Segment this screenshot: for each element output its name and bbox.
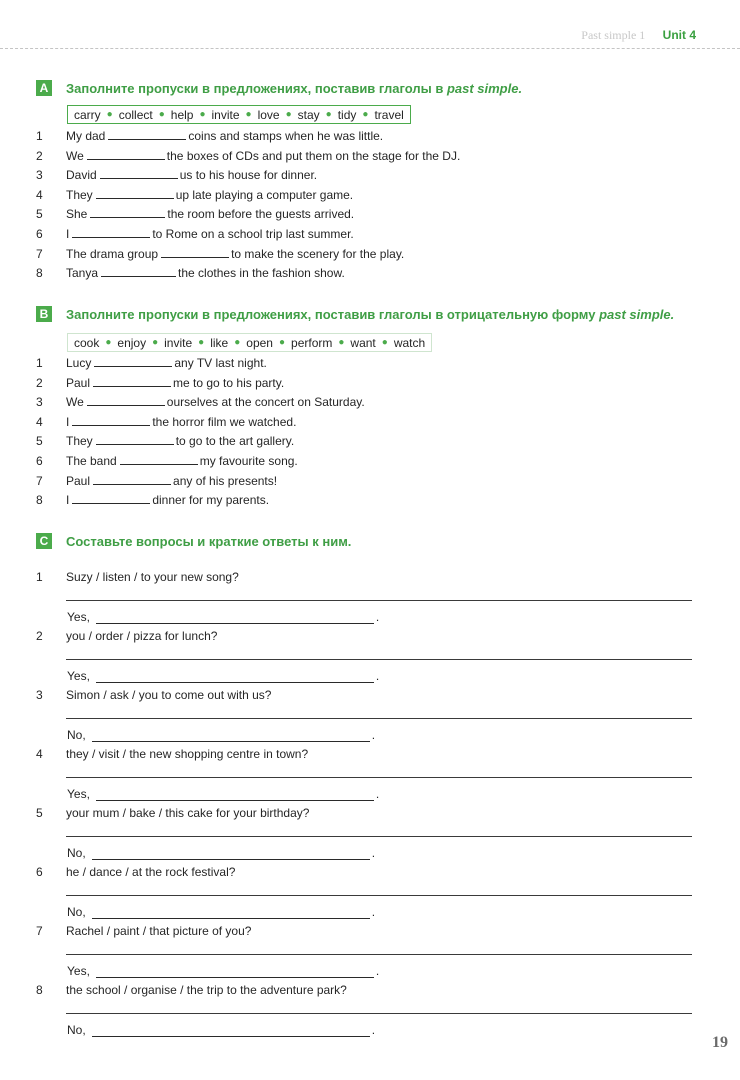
section-a-word-box bbox=[67, 105, 411, 124]
short-answer-period: . bbox=[371, 1023, 376, 1037]
short-answer-prefix: No, bbox=[67, 905, 86, 919]
word-separator: ● bbox=[285, 109, 292, 120]
answer-blank[interactable] bbox=[90, 207, 165, 218]
answer-blank[interactable] bbox=[96, 434, 174, 445]
word-box-item: stay bbox=[297, 107, 320, 122]
item-text-before: David bbox=[66, 168, 97, 183]
item-text-before: Paul bbox=[66, 375, 91, 390]
short-answer-blank[interactable] bbox=[92, 849, 370, 860]
prompt-text: your mum / bake / this cake for your birthday? bbox=[66, 806, 310, 820]
question-answer-line[interactable] bbox=[66, 895, 692, 896]
item-text-after: to Rome on a school trip last summer. bbox=[152, 227, 354, 241]
word-separator: ● bbox=[198, 337, 205, 348]
exercise-line bbox=[36, 415, 296, 429]
item-number: 7 bbox=[36, 924, 43, 938]
short-answer-period: . bbox=[375, 669, 380, 683]
word-box-item: enjoy bbox=[117, 335, 147, 350]
short-answer bbox=[67, 787, 379, 801]
item-number: 5 bbox=[36, 806, 43, 820]
prompt-text: they / visit / the new shopping centre in town? bbox=[66, 747, 309, 761]
item-text-after: me to go to his party. bbox=[173, 375, 285, 390]
word-box-item: cook bbox=[74, 335, 100, 350]
word-box-item: help bbox=[170, 107, 194, 122]
item-number: 8 bbox=[36, 493, 43, 508]
header-divider bbox=[0, 48, 740, 49]
section-c-badge: C bbox=[36, 533, 52, 549]
answer-blank[interactable] bbox=[101, 266, 176, 277]
word-box-item: perform bbox=[291, 335, 333, 350]
short-answer-period: . bbox=[375, 787, 380, 801]
item-number: 2 bbox=[36, 375, 43, 390]
question-prompt bbox=[36, 570, 239, 584]
word-separator: ● bbox=[325, 109, 332, 120]
prompt-text: he / dance / at the rock festival? bbox=[66, 865, 236, 879]
word-box-item: tidy bbox=[337, 107, 357, 122]
exercise-line bbox=[36, 207, 354, 221]
exercise-line bbox=[36, 188, 353, 202]
item-number: 5 bbox=[36, 434, 43, 449]
answer-blank[interactable] bbox=[100, 168, 178, 179]
word-box-item: invite bbox=[164, 335, 193, 350]
short-answer-period: . bbox=[371, 905, 376, 919]
item-text-before: I bbox=[66, 414, 70, 429]
exercise-line bbox=[36, 454, 298, 468]
section-b-instruction-em: past simple. bbox=[599, 306, 675, 322]
short-answer bbox=[67, 1023, 375, 1037]
word-separator: ● bbox=[362, 109, 369, 120]
item-number: 3 bbox=[36, 688, 43, 702]
item-number: 7 bbox=[36, 473, 43, 488]
question-answer-line[interactable] bbox=[66, 718, 692, 719]
word-box-item: want bbox=[350, 335, 376, 350]
exercise-line bbox=[36, 168, 317, 182]
item-number: 6 bbox=[36, 227, 43, 241]
section-b-title bbox=[36, 306, 674, 322]
word-box-item: collect bbox=[118, 107, 153, 122]
item-number: 7 bbox=[36, 246, 43, 261]
item-text-after: the horror film we watched. bbox=[152, 414, 297, 429]
answer-blank[interactable] bbox=[93, 474, 171, 485]
item-text-before: We bbox=[66, 395, 84, 410]
answer-blank[interactable] bbox=[87, 395, 165, 406]
question-answer-line[interactable] bbox=[66, 777, 692, 778]
exercise-line bbox=[36, 227, 354, 241]
item-text-after: to go to the art gallery. bbox=[175, 434, 295, 449]
item-text-after: the boxes of CDs and put them on the stage for the DJ. bbox=[166, 148, 461, 163]
item-text-before: We bbox=[66, 148, 84, 163]
item-text-after: any of his presents! bbox=[173, 473, 278, 488]
item-text-after: dinner for my parents. bbox=[152, 493, 270, 508]
question-prompt bbox=[36, 865, 235, 879]
item-text-before: I bbox=[66, 227, 70, 241]
item-number: 6 bbox=[36, 454, 43, 468]
word-separator: ● bbox=[338, 337, 345, 348]
item-text-after: to make the scenery for the play. bbox=[231, 246, 405, 261]
exercise-line bbox=[36, 356, 267, 370]
item-text-after: the room before the guests arrived. bbox=[167, 207, 355, 222]
word-separator: ● bbox=[199, 109, 206, 120]
item-text-before: They bbox=[66, 434, 93, 449]
question-prompt bbox=[36, 806, 309, 820]
answer-blank[interactable] bbox=[93, 376, 171, 387]
item-text-before: They bbox=[66, 187, 93, 202]
item-text-before: Lucy bbox=[66, 356, 92, 370]
answer-blank[interactable] bbox=[72, 493, 150, 504]
word-box-item: watch bbox=[393, 335, 426, 350]
prompt-text: Simon / ask / you to come out with us? bbox=[66, 688, 272, 702]
page-header bbox=[581, 28, 696, 43]
item-number: 4 bbox=[36, 414, 43, 429]
question-prompt bbox=[36, 747, 308, 761]
exercise-line bbox=[36, 474, 277, 488]
answer-blank[interactable] bbox=[94, 356, 172, 367]
short-answer-prefix: Yes, bbox=[67, 964, 90, 978]
item-number: 5 bbox=[36, 207, 43, 222]
question-answer-line[interactable] bbox=[66, 600, 692, 601]
prompt-text: Rachel / paint / that picture of you? bbox=[66, 924, 252, 938]
section-a-badge: A bbox=[36, 80, 52, 96]
short-answer-prefix: Yes, bbox=[67, 610, 90, 624]
section-b-word-box bbox=[67, 333, 432, 352]
answer-blank[interactable] bbox=[87, 149, 165, 160]
prompt-text: Suzy / listen / to your new song? bbox=[66, 570, 239, 584]
word-separator: ● bbox=[158, 109, 165, 120]
short-answer-period: . bbox=[371, 728, 376, 742]
short-answer-blank[interactable] bbox=[96, 790, 374, 801]
short-answer bbox=[67, 728, 375, 742]
answer-blank[interactable] bbox=[161, 247, 229, 258]
item-text-after: up late playing a computer game. bbox=[175, 187, 354, 202]
short-answer bbox=[67, 905, 375, 919]
short-answer-blank[interactable] bbox=[92, 908, 370, 919]
item-text-before: Tanya bbox=[66, 266, 99, 281]
word-box-item: invite bbox=[211, 107, 240, 122]
short-answer-blank[interactable] bbox=[96, 613, 374, 624]
section-a-instruction-em: past simple. bbox=[446, 80, 523, 96]
item-number: 6 bbox=[36, 865, 43, 879]
item-text-before: I bbox=[66, 493, 70, 508]
short-answer-prefix: Yes, bbox=[67, 669, 90, 683]
item-number: 4 bbox=[36, 187, 43, 202]
item-text-after: coins and stamps when he was little. bbox=[188, 129, 384, 143]
short-answer-period: . bbox=[375, 964, 380, 978]
short-answer-prefix: No, bbox=[67, 846, 86, 860]
item-number: 1 bbox=[36, 570, 43, 584]
question-prompt bbox=[36, 688, 271, 702]
item-number: 2 bbox=[36, 148, 43, 163]
word-separator: ● bbox=[106, 109, 113, 120]
section-c-title bbox=[36, 533, 351, 549]
prompt-text: the school / organise / the trip to the adventure park? bbox=[66, 983, 347, 997]
short-answer bbox=[67, 669, 379, 683]
answer-blank[interactable] bbox=[108, 129, 186, 140]
exercise-line bbox=[36, 434, 294, 448]
question-prompt bbox=[36, 629, 217, 643]
item-text-after: any TV last night. bbox=[174, 356, 267, 370]
word-box-item: like bbox=[210, 335, 229, 350]
answer-blank[interactable] bbox=[96, 188, 174, 199]
answer-blank[interactable] bbox=[120, 454, 198, 465]
question-prompt bbox=[36, 983, 347, 997]
short-answer-period: . bbox=[371, 846, 376, 860]
item-text-before: Paul bbox=[66, 473, 91, 488]
answer-blank[interactable] bbox=[72, 227, 150, 238]
answer-blank[interactable] bbox=[72, 415, 150, 426]
short-answer-prefix: Yes, bbox=[67, 787, 90, 801]
item-text-after: ourselves at the concert on Saturday. bbox=[166, 395, 365, 410]
word-separator: ● bbox=[245, 109, 252, 120]
word-box-item: carry bbox=[74, 107, 101, 122]
exercise-line bbox=[36, 376, 284, 390]
item-number: 3 bbox=[36, 395, 43, 410]
page-number: 19 bbox=[712, 1034, 728, 1051]
word-separator: ● bbox=[381, 337, 388, 348]
question-answer-line[interactable] bbox=[66, 836, 692, 837]
item-number: 2 bbox=[36, 629, 43, 643]
exercise-line bbox=[36, 129, 383, 143]
short-answer-prefix: No, bbox=[67, 1023, 86, 1037]
item-number: 8 bbox=[36, 983, 43, 997]
word-separator: ● bbox=[152, 337, 159, 348]
prompt-text: you / order / pizza for lunch? bbox=[66, 629, 218, 643]
short-answer bbox=[67, 610, 379, 624]
word-box-item: travel bbox=[374, 107, 404, 122]
exercise-line bbox=[36, 266, 345, 280]
header-subtitle: Past simple 1 bbox=[581, 28, 646, 42]
short-answer bbox=[67, 964, 379, 978]
item-number: 1 bbox=[36, 356, 43, 370]
word-box-item: love bbox=[257, 107, 280, 122]
exercise-line bbox=[36, 493, 269, 507]
section-c-instruction: Составьте вопросы и краткие ответы к ним. bbox=[66, 533, 352, 549]
short-answer bbox=[67, 846, 375, 860]
item-number: 3 bbox=[36, 168, 43, 183]
question-answer-line[interactable] bbox=[66, 659, 692, 660]
exercise-line bbox=[36, 395, 365, 409]
short-answer-blank[interactable] bbox=[96, 672, 374, 683]
section-a-instruction: Заполните пропуски в предложениях, поставив глаголы в bbox=[66, 80, 447, 96]
item-text-after: my favourite song. bbox=[199, 454, 298, 468]
exercise-line bbox=[36, 149, 460, 163]
section-a-title bbox=[36, 80, 522, 96]
word-box-item: open bbox=[246, 335, 273, 350]
item-text-before: She bbox=[66, 207, 88, 222]
question-answer-line[interactable] bbox=[66, 954, 692, 955]
short-answer-blank[interactable] bbox=[92, 1026, 370, 1037]
item-text-before: The band bbox=[66, 454, 117, 468]
item-number: 4 bbox=[36, 747, 43, 761]
exercise-line bbox=[36, 247, 404, 261]
item-text-before: The drama group bbox=[66, 246, 159, 261]
item-text-after: the clothes in the fashion show. bbox=[178, 266, 345, 281]
section-b-instruction: Заполните пропуски в предложениях, поставив глаголы в отрицательную форму bbox=[66, 306, 600, 322]
section-b-badge: B bbox=[36, 306, 52, 322]
item-number: 1 bbox=[36, 129, 43, 143]
question-answer-line[interactable] bbox=[66, 1013, 692, 1014]
item-number: 8 bbox=[36, 266, 43, 281]
word-separator: ● bbox=[234, 337, 241, 348]
word-separator: ● bbox=[105, 337, 112, 348]
item-text-before: My dad bbox=[66, 129, 106, 143]
word-separator: ● bbox=[278, 337, 286, 348]
short-answer-prefix: No, bbox=[67, 728, 86, 742]
question-prompt bbox=[36, 924, 251, 938]
short-answer-blank[interactable] bbox=[92, 731, 370, 742]
item-text-after: us to his house for dinner. bbox=[179, 168, 318, 183]
short-answer-blank[interactable] bbox=[96, 967, 374, 978]
short-answer-period: . bbox=[375, 610, 380, 624]
header-unit: Unit 4 bbox=[662, 28, 696, 42]
